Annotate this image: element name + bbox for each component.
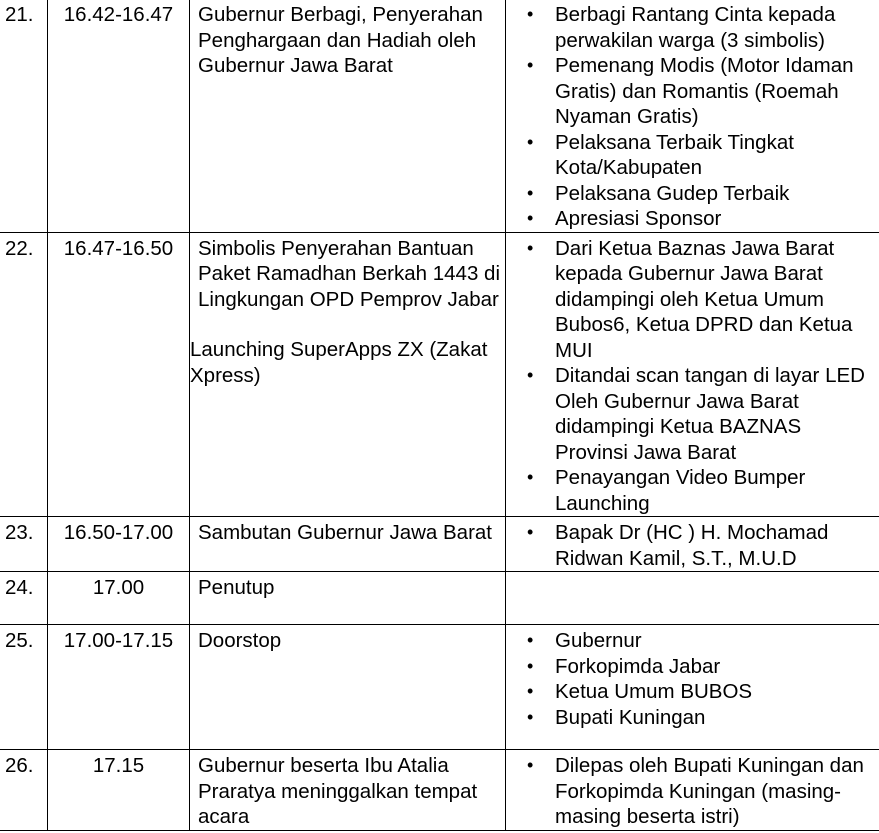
notes-cell — [506, 517, 879, 572]
notes-list — [512, 628, 878, 730]
table-row — [0, 0, 879, 232]
list-item: • Bapak Dr (HC ) H. Mochamad Ridwan Kamil, S.T., M.U.D — [512, 520, 878, 571]
table-row — [0, 750, 879, 831]
notes-cell — [506, 750, 879, 831]
time-cell: 16.47-16.50 — [48, 232, 190, 517]
event-cell: Gubernur Berbagi, Penyerahan Penghargaan dan Hadiah oleh Gubernur Jawa Barat — [190, 0, 506, 232]
list-item: • Penayangan Video Bumper Launching — [512, 465, 878, 516]
event-text: Simbolis Penyerahan Bantuan Paket Ramadhan Berkah 1443 di Lingkungan OPD Pemprov Jabar — [198, 236, 501, 311]
list-item: • Dilepas oleh Bupati Kuningan dan Forkopimda Kuningan (masing-masing beserta istri) — [512, 753, 878, 830]
table-row — [0, 625, 879, 750]
list-item: • Ketua Umum BUBOS — [512, 679, 878, 705]
list-item: • Bupati Kuningan — [512, 705, 878, 731]
table-row — [0, 517, 879, 572]
list-item: • Pemenang Modis (Motor Idaman Gratis) dan Romantis (Roemah Nyaman Gratis) — [512, 53, 878, 130]
list-item: • Gubernur — [512, 628, 878, 654]
event-cell — [190, 232, 506, 517]
time-cell: 17.00-17.15 — [48, 625, 190, 750]
event-text-launching: Launching SuperApps ZX (Zakat Xpress) — [190, 338, 488, 387]
event-cell: Penutup — [190, 572, 506, 625]
time-cell: 17.00 — [48, 572, 190, 625]
event-cell: Doorstop — [190, 625, 506, 750]
row-number: 24. — [0, 572, 48, 625]
notes-cell — [506, 232, 879, 517]
table-row — [0, 572, 879, 625]
notes-cell — [506, 625, 879, 750]
time-cell: 16.42-16.47 — [48, 0, 190, 232]
row-number: 26. — [0, 750, 48, 831]
notes-cell — [506, 0, 879, 232]
notes-list — [512, 2, 878, 232]
list-item: • Berbagi Rantang Cinta kepada perwakilan warga (3 simbolis) — [512, 2, 878, 53]
list-item: • Dari Ketua Baznas Jawa Barat kepada Gubernur Jawa Barat didampingi oleh Ketua Umum Bubos6, Ketua DPRD dan Ketua MUI — [512, 236, 878, 364]
row-number: 23. — [0, 517, 48, 572]
row-number: 22. — [0, 232, 48, 517]
notes-list — [512, 753, 878, 830]
row-number: 21. — [0, 0, 48, 232]
time-cell: 16.50-17.00 — [48, 517, 190, 572]
event-cell: Gubernur beserta Ibu Atalia Praratya meninggalkan tempat acara — [190, 750, 506, 831]
list-item: • Forkopimda Jabar — [512, 654, 878, 680]
notes-cell — [506, 572, 879, 625]
event-cell: Sambutan Gubernur Jawa Barat — [190, 517, 506, 572]
spacer — [198, 312, 501, 337]
notes-list — [512, 520, 878, 571]
row-number: 25. — [0, 625, 48, 750]
list-item: • Pelaksana Gudep Terbaik — [512, 181, 878, 207]
table-row — [0, 232, 879, 517]
time-cell: 17.15 — [48, 750, 190, 831]
list-item: • Apresiasi Sponsor — [512, 206, 878, 232]
list-item: • Pelaksana Terbaik Tingkat Kota/Kabupaten — [512, 130, 878, 181]
notes-list — [512, 236, 878, 517]
list-item: • Ditandai scan tangan di layar LED Oleh Gubernur Jawa Barat didampingi Ketua BAZNAS Provinsi Jawa Barat — [512, 363, 878, 465]
